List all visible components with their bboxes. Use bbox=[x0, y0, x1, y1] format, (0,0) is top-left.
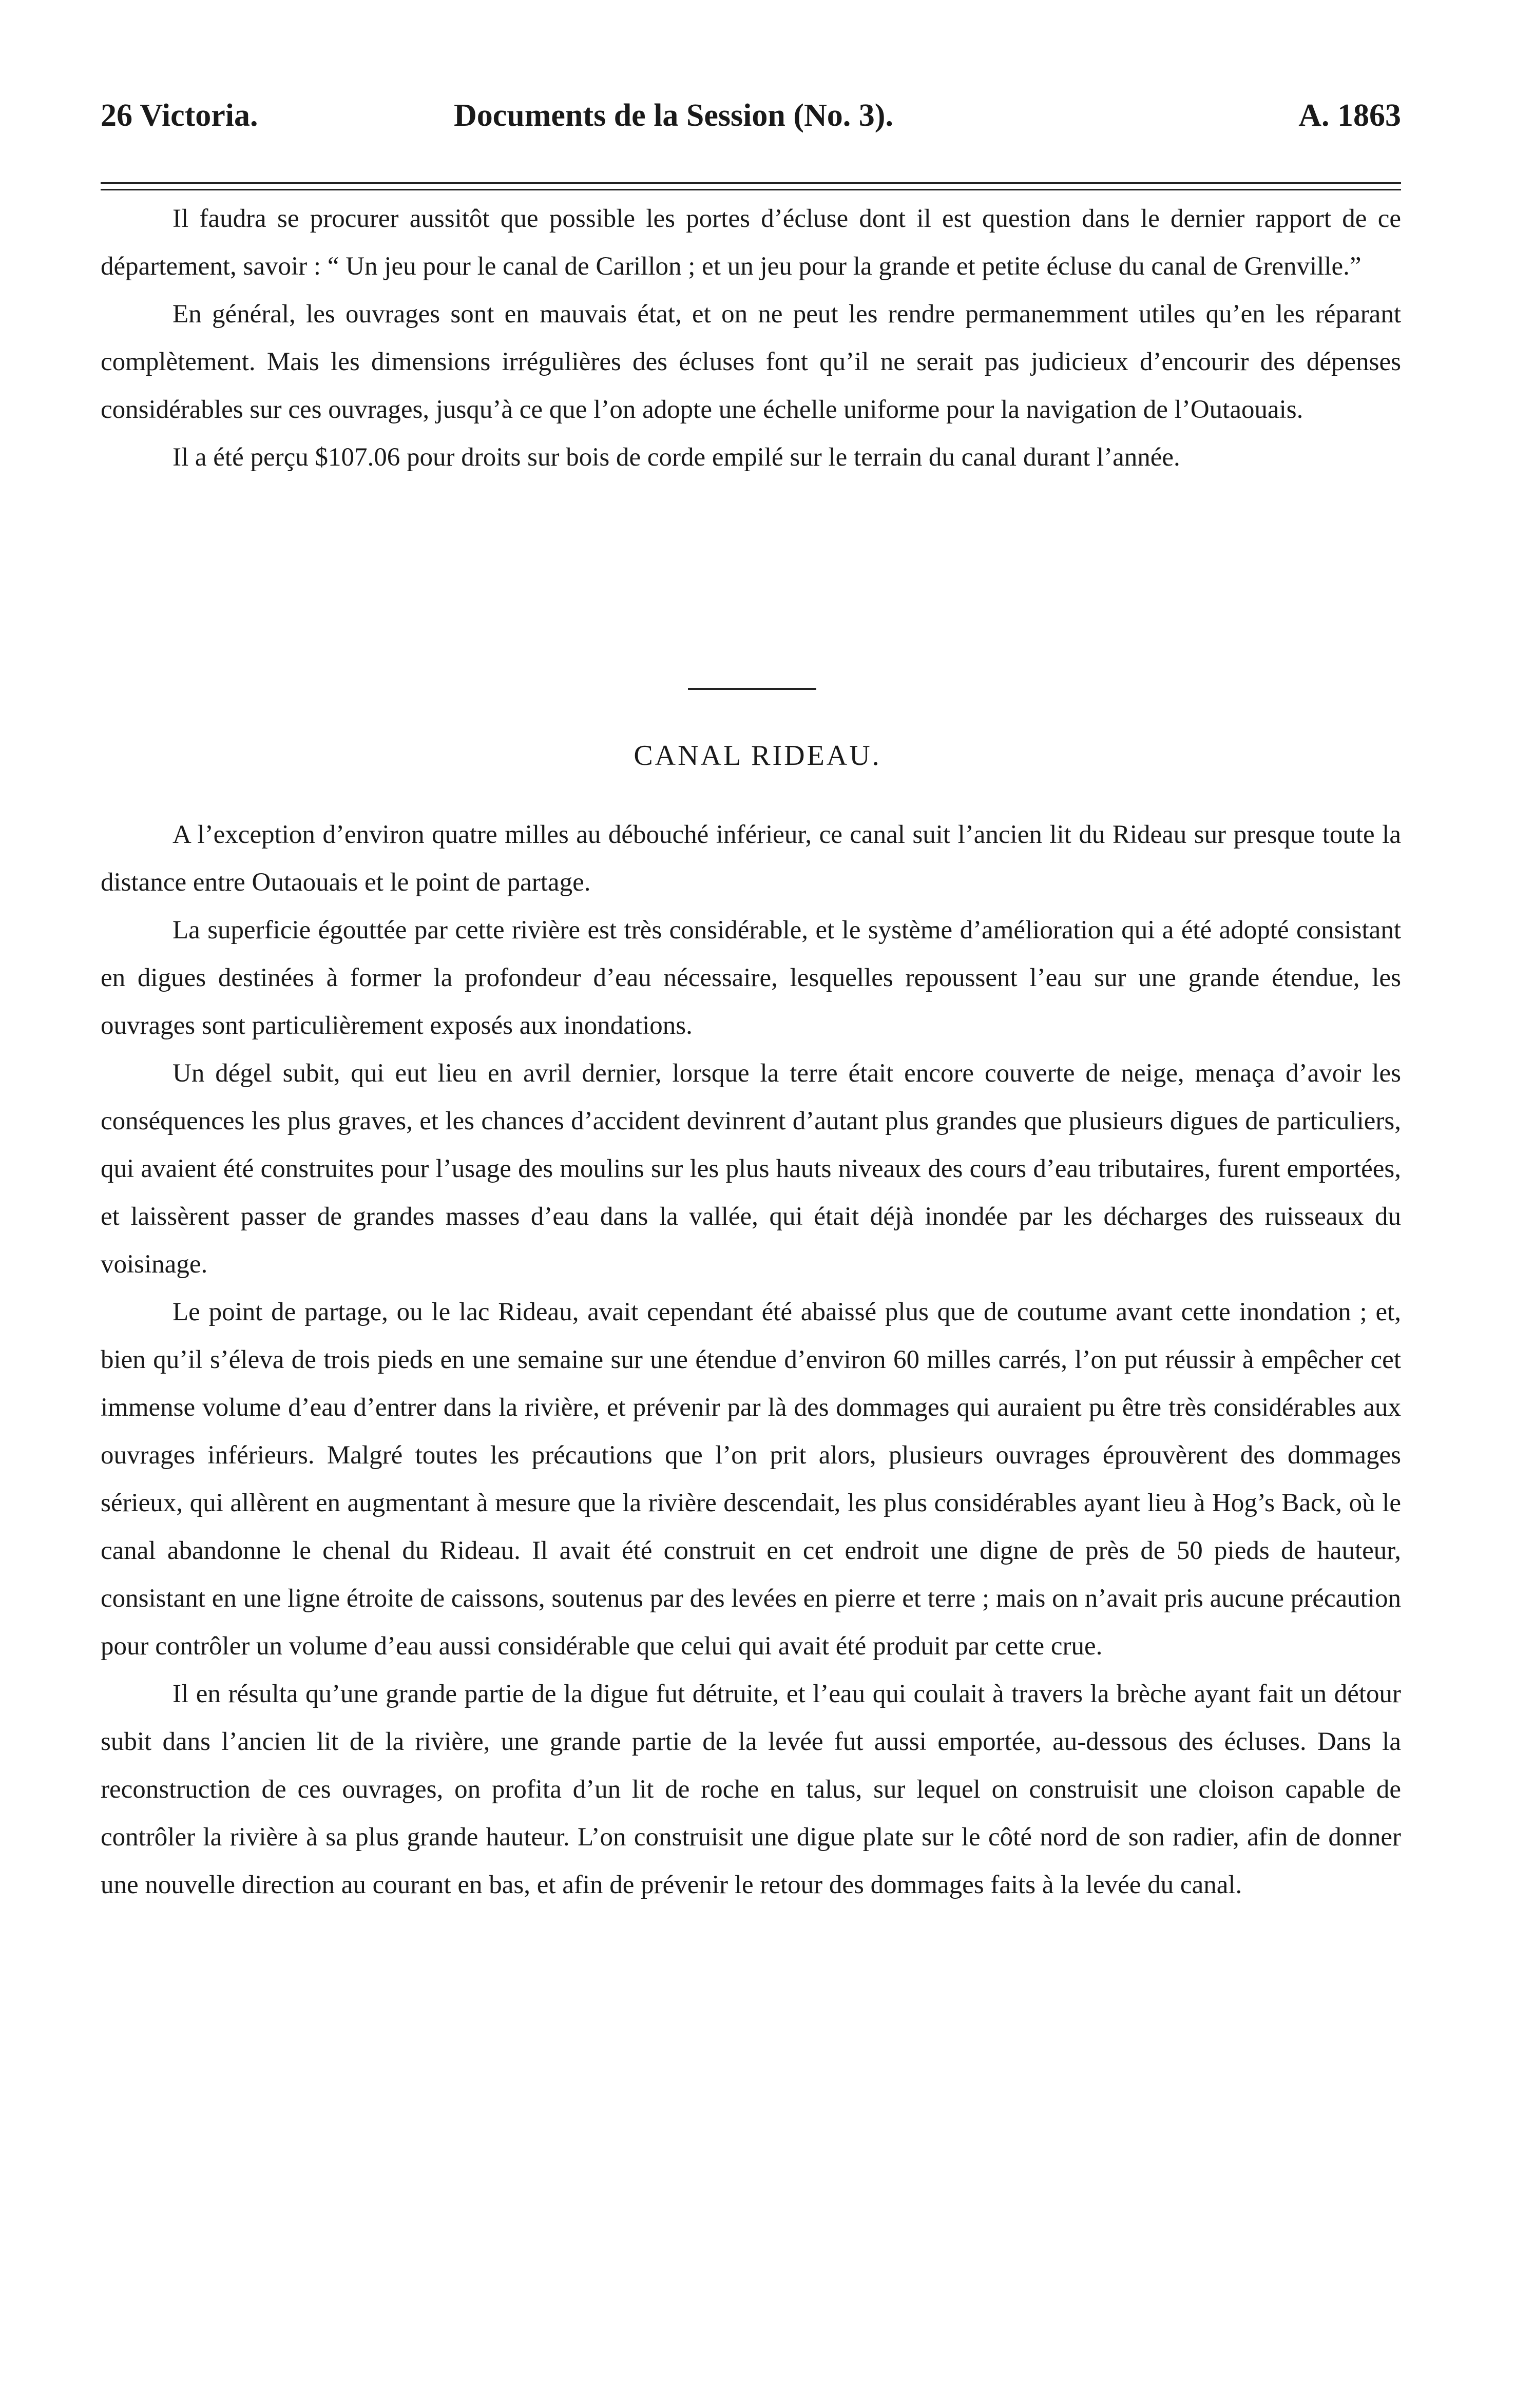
paragraph-works-condition: En général, les ouvrages sont en mauvais état, et on ne peut les rendre permanemment utiles qu’en les réparant complètement. Mais les dimensions irrégulières des écluses font qu’il ne serait pas judicieux d’encourir des dépenses considérables sur ces ouvrages, jusqu’à ce que l’on adopte une échelle uniforme pour la navigation de l’Outaouais. bbox=[101, 300, 1401, 424]
header-rule-lower bbox=[101, 189, 1401, 190]
paragraph-sudden-thaw: Un dégel subit, qui eut lieu en avril dernier, lorsque la terre était encore couverte de neige, menaça d’avoir les conséquences les plus graves, et les chances d’accident devinrent d’autant plus grandes que plusieurs digues de particuliers, qui avaient été construites pour l’usage des moulins sur les plus hauts niveaux des cours d’eau tributaires, furent emportées, et laissèrent passer de grandes masses d’eau dans la vallée, qui était déjà inondée par les décharges des ruisseaux du voisinage. bbox=[101, 1059, 1401, 1279]
section-heading: CANAL RIDEAU. bbox=[634, 740, 881, 772]
paragraph-dam-reconstruction: Il en résulta qu’une grande partie de la digue fut détruite, et l’eau qui coulait à travers la brèche ayant fait un détour subit dans l’ancien lit de la rivière, une grande partie de la levée fut aussi emportée, au-dessous des écluses. Dans la reconstruction de ces ouvrages, on profita d’un lit de roche en talus, sur lequel on construisit une cloison capable de contrôler la rivière à sa plus grande hauteur. L’on construisit une digue plate sur le côté nord de son radier, afin de donner une nouvelle direction au courant en bas, et afin de prévenir le retour des dommages faits à la levée du canal. bbox=[101, 1680, 1401, 1899]
paragraph-canal-course: A l’exception d’environ quatre milles au débouché inférieur, ce canal suit l’ancien lit du Rideau sur presque toute la distance entre Outaouais et le point de partage. bbox=[101, 820, 1401, 897]
header-regnal-year: 26 Victoria. bbox=[101, 98, 258, 133]
section-divider bbox=[688, 688, 816, 690]
paragraph-cordwood-tolls: Il a été perçu $107.06 pour droits sur bois de corde empilé sur le terrain du canal durant l’année. bbox=[172, 443, 1180, 472]
rideau-text-block bbox=[101, 811, 1401, 1909]
opening-text-block bbox=[101, 195, 1401, 481]
running-header bbox=[101, 98, 1401, 144]
header-rule-upper bbox=[101, 182, 1401, 184]
paragraph-drainage-area: La superficie égouttée par cette rivière est très considérable, et le système d’amélioration qui a été adopté consistant en digues destinées à former la profondeur d’eau nécessaire, lesquelles repoussent l’eau sur une grande étendue, les ouvrages sont particulièrement exposés aux inondations. bbox=[101, 916, 1401, 1040]
paragraph-lock-gates: Il faudra se procurer aussitôt que possible les portes d’écluse dont il est question dans le dernier rapport de ce département, savoir : “ Un jeu pour le canal de Carillon ; et un jeu pour la grande et petite écluse du canal de Grenville.” bbox=[101, 204, 1401, 281]
header-publication-title: Documents de la Session (No. 3). bbox=[454, 98, 893, 133]
paragraph-summit-level: Le point de partage, ou le lac Rideau, avait cependant été abaissé plus que de coutume avant cette inondation ; et, bien qu’il s’éleva de trois pieds en une semaine sur une étendue d’environ 60 milles carrés, l’on put réussir à empêcher cet immense volume d’eau d’entrer dans la rivière, et prévenir par là des dommages qui auraient pu être très considérables aux ouvrages inférieurs. Malgré toutes les précautions que l’on prit alors, plusieurs ouvrages éprouvèrent des dommages sérieux, qui allèrent en augmentant à mesure que la rivière descendait, les plus considérables ayant lieu à Hog’s Back, où le canal abandonne le chenal du Rideau. Il avait été construit en cet endroit une digne de près de 50 pieds de hauteur, consistant en une ligne étroite de caissons, soutenus par des levées en pierre et terre ; mais on n’avait pris aucune précaution pour contrôler un volume d’eau aussi considérable que celui qui avait été produit par cette crue. bbox=[101, 1298, 1401, 1661]
header-year: A. 1863 bbox=[1298, 98, 1401, 133]
